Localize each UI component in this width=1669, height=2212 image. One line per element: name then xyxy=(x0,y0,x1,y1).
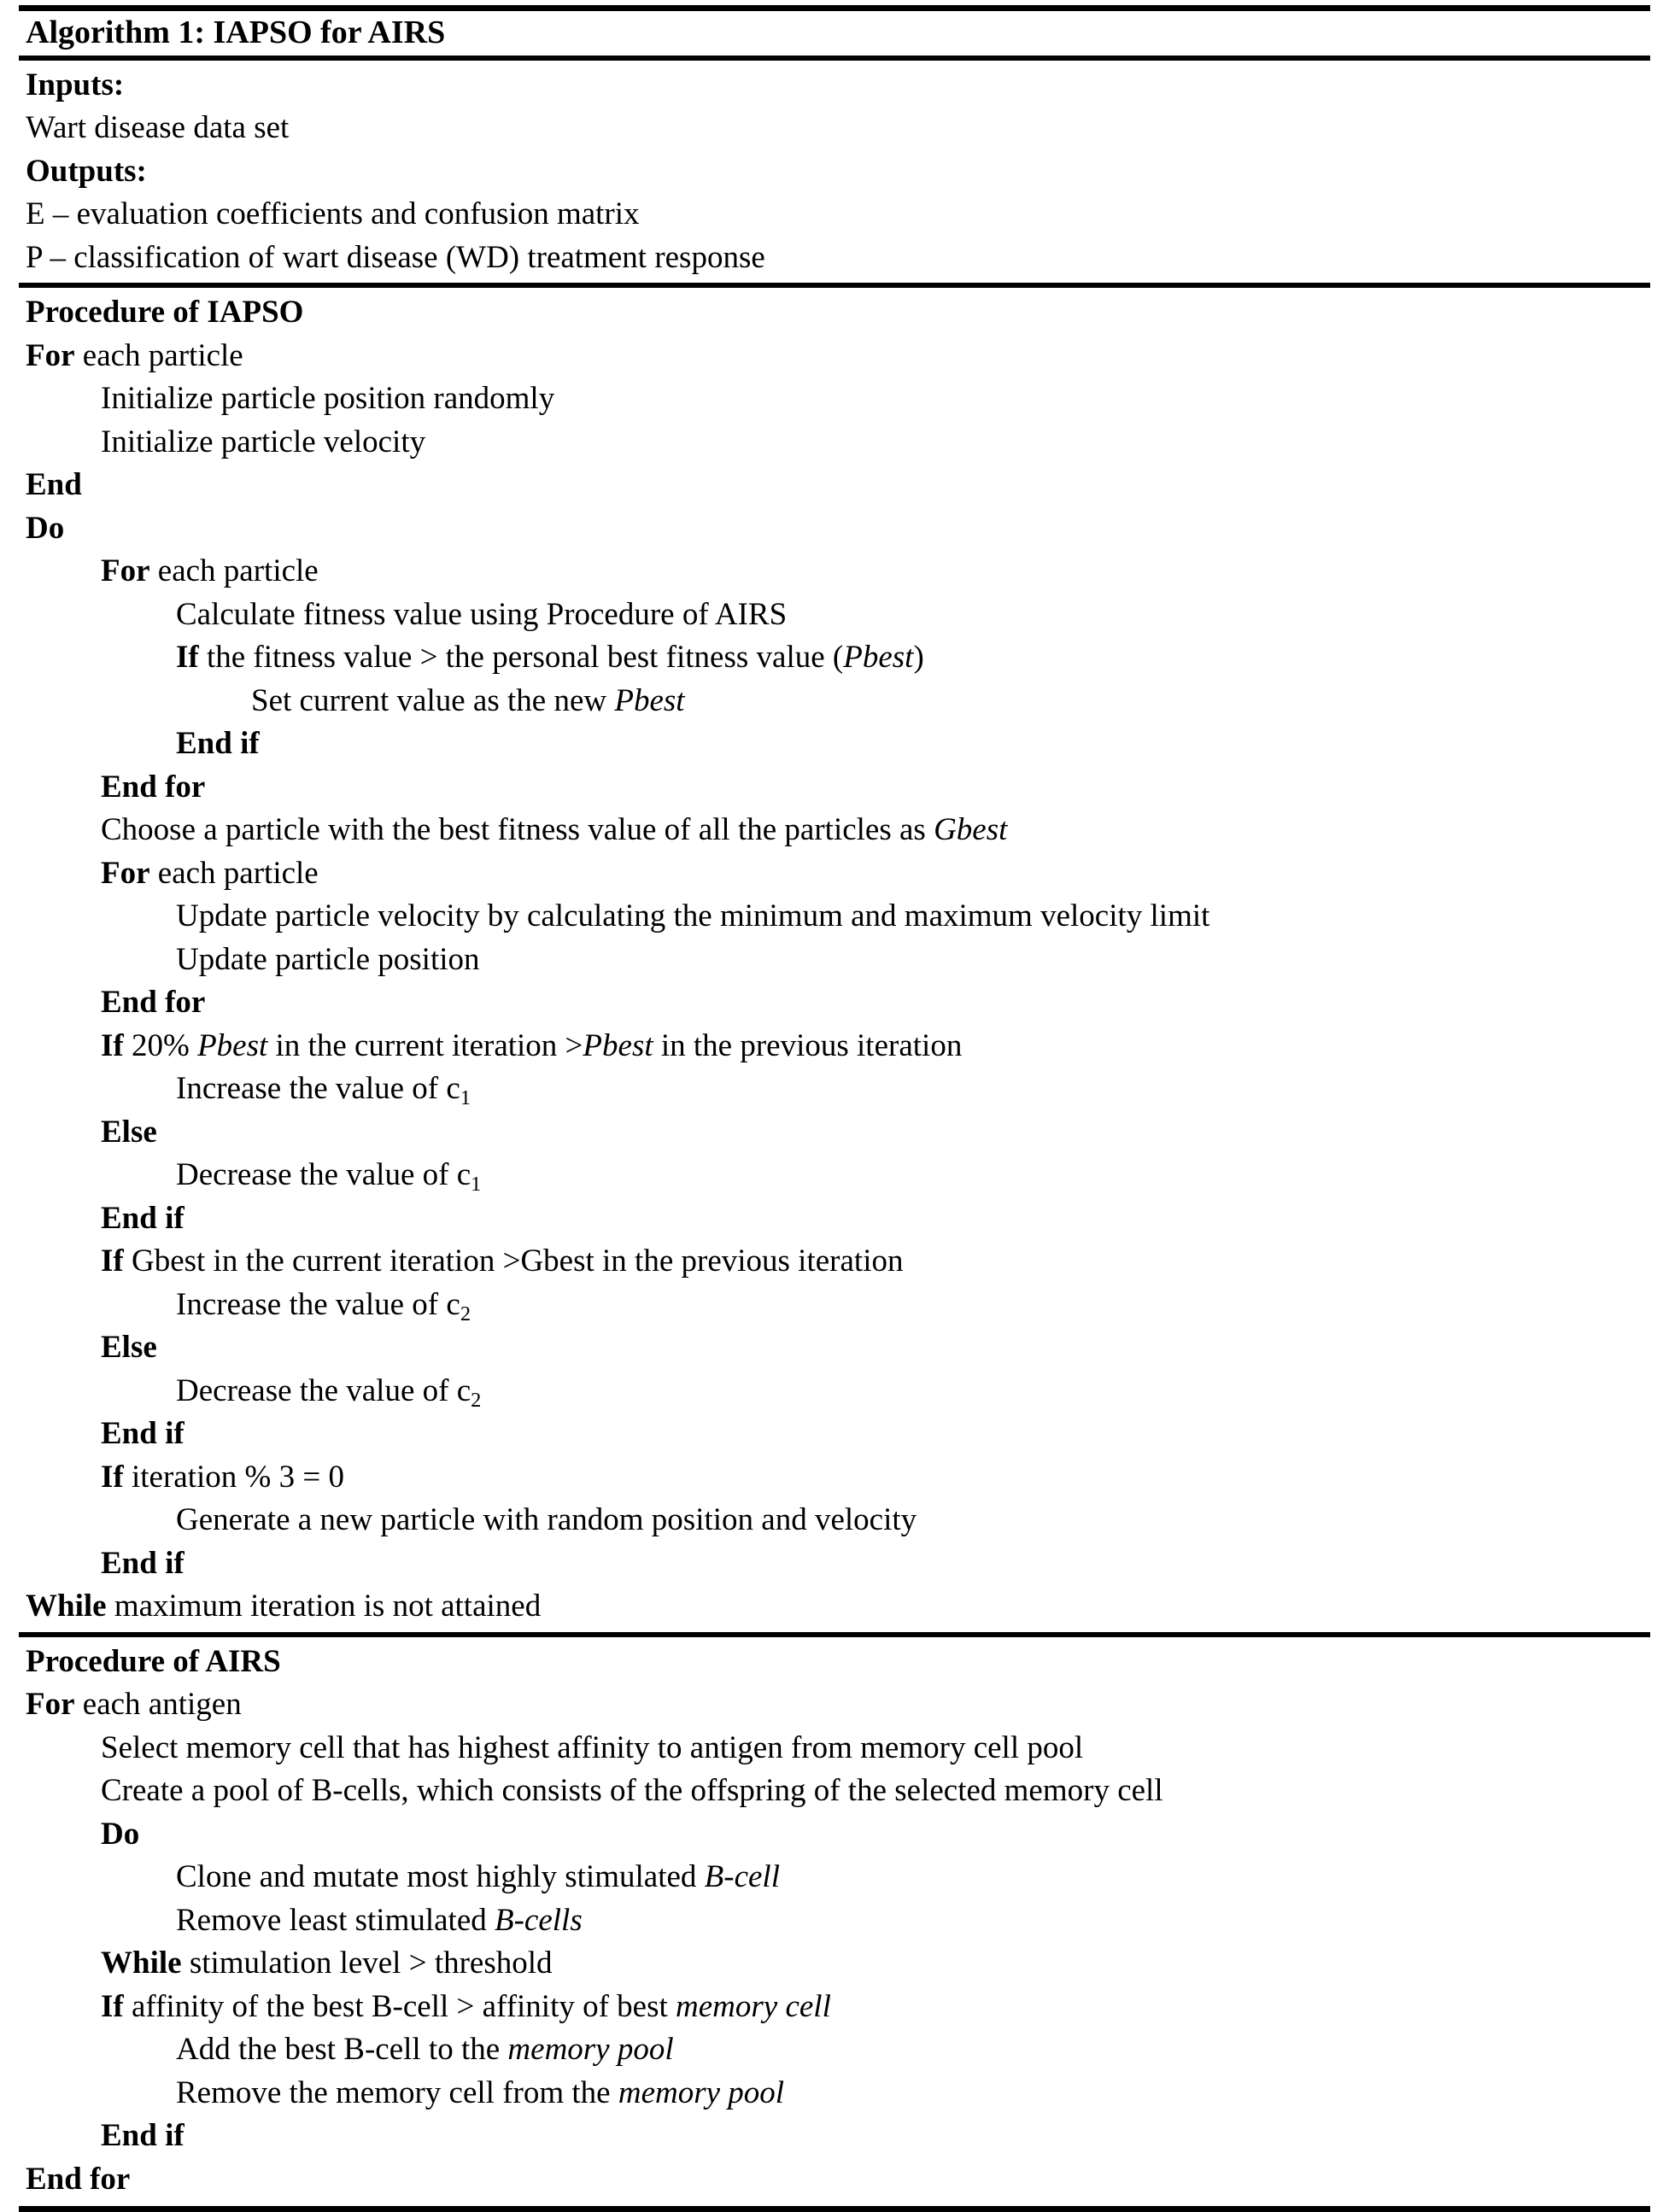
pseudocode-line: Generate a new particle with random position and velocity xyxy=(176,1502,917,1538)
keyword: End xyxy=(26,467,82,503)
pseudocode-line xyxy=(169,723,1650,766)
pseudocode-line: For each particle xyxy=(101,553,319,589)
pseudocode-line: Update particle velocity by calculating the minimum and maximum velocity limit xyxy=(176,898,1210,934)
pseudocode-line: Decrease the value of $c_1$ xyxy=(176,1157,482,1196)
keyword: End if xyxy=(101,1416,184,1452)
pseudocode-line: Create a pool of B-cells, which consists of the offspring of the selected memory cell xyxy=(101,1773,1163,1809)
pseudocode-line: While maximum iteration is not attained xyxy=(26,1589,542,1624)
keyword: Do xyxy=(26,510,65,546)
pseudocode-line xyxy=(94,1326,1650,1370)
pseudocode-line: Select memory cell that has highest affinity to antigen from memory cell pool xyxy=(101,1729,1084,1765)
keyword: End for xyxy=(26,2161,131,2197)
inputs-label xyxy=(19,64,1650,108)
outputs-label xyxy=(19,150,1650,194)
iapso-heading-text: Procedure of IAPSO xyxy=(26,295,304,331)
outputs-line-2: P – classification of wart disease (WD) treatment response xyxy=(26,239,765,275)
variable-name: B-cells xyxy=(495,1902,583,1938)
pseudocode-line xyxy=(19,507,1650,551)
pseudocode-line: Increase the value of $c_2$ xyxy=(176,1286,471,1325)
pseudocode-line: Decrease the value of $c_2$ xyxy=(176,1372,482,1412)
pseudocode-line: Add the best B-cell to the memory pool xyxy=(176,2032,674,2068)
variable-name: Pbest xyxy=(583,1027,653,1063)
pseudocode-line: Increase the value of $c_1$ xyxy=(176,1071,471,1109)
iapso-lines xyxy=(19,335,1650,1629)
subscript: 2 xyxy=(471,1388,482,1412)
pseudocode-line xyxy=(94,1197,1650,1241)
algorithm-title: Algorithm 1: IAPSO for AIRS xyxy=(26,15,446,50)
outputs-line-1: E – evaluation coefficients and confusion matrix xyxy=(26,196,640,232)
subscript: 1 xyxy=(471,1172,482,1196)
keyword: Else xyxy=(101,1330,157,1366)
pseudocode-line: Calculate fitness value using Procedure of AIRS xyxy=(176,596,788,632)
variable-name: memory pool xyxy=(507,2032,674,2068)
inputs-value: Wart disease data set xyxy=(26,110,290,146)
pseudocode-line: Choose a particle with the best fitness value of all the particles as Gbest xyxy=(101,812,1008,848)
pseudocode-line xyxy=(94,1813,1650,1857)
pseudocode-line: If 20% Pbest in the current iteration >Pbest in the previous iteration xyxy=(101,1027,963,1063)
keyword: End if xyxy=(101,2118,184,2154)
variable-name: Pbest xyxy=(614,682,685,718)
subscript: 1 xyxy=(460,1086,471,1109)
keyword: End for xyxy=(101,769,206,805)
keyword: End if xyxy=(101,1200,184,1236)
pseudocode-line: For each particle xyxy=(26,337,243,373)
keyword: End for xyxy=(101,985,206,1021)
keyword: For xyxy=(101,855,150,891)
keyword: For xyxy=(26,1687,75,1723)
keyword: For xyxy=(101,553,150,589)
keyword: End if xyxy=(101,1545,184,1581)
pseudocode-line: Initialize particle velocity xyxy=(101,424,426,459)
variable-name: Pbest xyxy=(843,640,914,676)
inputs-label-text: Inputs: xyxy=(26,67,125,102)
pseudocode-line xyxy=(19,464,1650,507)
pseudocode-line xyxy=(94,766,1650,810)
keyword: While xyxy=(101,1946,182,1981)
variable-name: Gbest xyxy=(934,812,1008,848)
pseudocode-line: Initialize particle position randomly xyxy=(101,381,555,417)
pseudocode-line xyxy=(94,981,1650,1025)
pseudocode-line xyxy=(94,1111,1650,1155)
variable-name: memory pool xyxy=(618,2074,785,2110)
top-border-rule xyxy=(19,5,1650,11)
variable-name: memory cell xyxy=(676,1988,831,2024)
airs-heading-text: Procedure of AIRS xyxy=(26,1643,281,1679)
airs-section xyxy=(19,1639,1650,2203)
pseudocode-line: While stimulation level > threshold xyxy=(101,1946,553,1981)
pseudocode-line: Update particle position xyxy=(176,941,480,977)
keyword: If xyxy=(101,1459,124,1495)
pseudocode-line: Remove the memory cell from the memory pool xyxy=(176,2074,785,2110)
pseudocode-line: Remove least stimulated B-cells xyxy=(176,1902,583,1938)
keyword: While xyxy=(26,1589,107,1624)
pseudocode-line: If iteration % 3 = 0 xyxy=(101,1459,344,1495)
pseudocode-line: Set current value as the new Pbest xyxy=(251,682,685,718)
pseudocode-line xyxy=(19,2158,1650,2202)
algorithm-box xyxy=(0,5,1669,2212)
pseudocode-line: If Gbest in the current iteration >Gbest in the previous iteration xyxy=(101,1244,904,1279)
outputs-label-text: Outputs: xyxy=(26,153,147,189)
pseudocode-line: For each particle xyxy=(101,855,319,891)
airs-lines xyxy=(19,1683,1650,2201)
title-divider-rule xyxy=(19,56,1650,61)
pseudocode-line: If affinity of the best B-cell > affinity of best memory cell xyxy=(101,1988,831,2024)
pseudocode-line xyxy=(94,1413,1650,1456)
airs-heading xyxy=(19,1641,1650,1684)
keyword: If xyxy=(176,640,199,676)
keyword: If xyxy=(101,1988,124,2024)
pseudocode-line: Clone and mutate most highly stimulated B-cell xyxy=(176,1859,780,1895)
variable-name: Pbest xyxy=(197,1027,268,1063)
pseudocode-line xyxy=(94,1542,1650,1586)
keyword: If xyxy=(101,1244,124,1279)
keyword: Do xyxy=(101,1816,140,1852)
pseudocode-line: For each antigen xyxy=(26,1687,242,1723)
io-section xyxy=(19,62,1650,282)
pseudocode-line: If the fitness value > the personal best fitness value (Pbest) xyxy=(176,640,924,676)
keyword: End if xyxy=(176,726,260,762)
subscript: 2 xyxy=(460,1302,471,1325)
bottom-border-rule xyxy=(19,2206,1650,2212)
iapso-section xyxy=(19,290,1650,1630)
keyword: Else xyxy=(101,1114,157,1150)
airs-divider-rule xyxy=(19,1632,1650,1637)
pseudocode-line xyxy=(94,2115,1650,2158)
io-divider-rule xyxy=(19,283,1650,288)
keyword: For xyxy=(26,337,75,373)
keyword: If xyxy=(101,1027,124,1063)
iapso-heading xyxy=(19,291,1650,335)
variable-name: B-cell xyxy=(704,1859,780,1895)
